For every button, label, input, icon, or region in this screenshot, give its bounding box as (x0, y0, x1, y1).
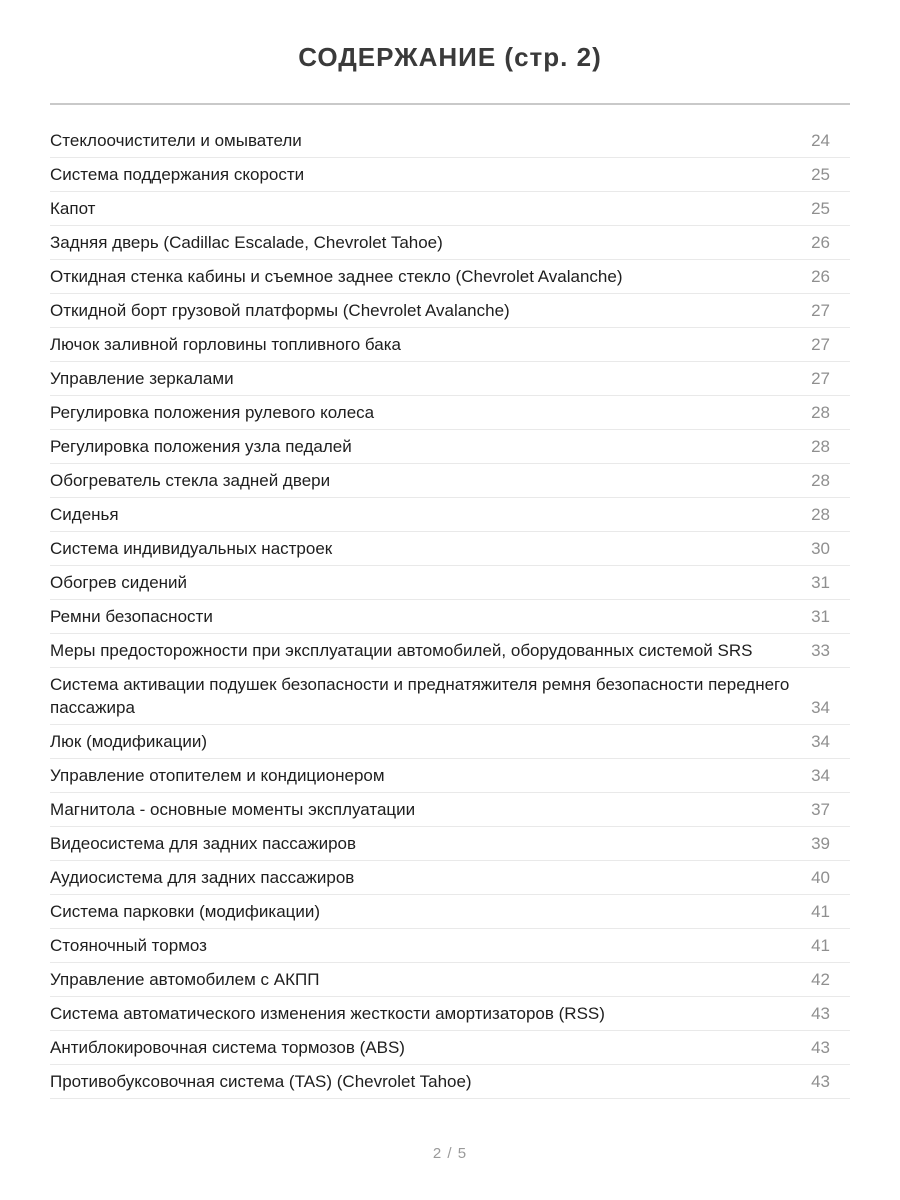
toc-entry-page: 27 (811, 335, 830, 354)
toc-entry-label: Система активации подушек безопасности и преднатяжителя ремня безопасности переднего пассажира (50, 675, 790, 717)
toc-entry-page: 30 (811, 539, 830, 558)
toc-entry-page: 28 (811, 505, 830, 524)
toc-row (50, 430, 850, 464)
toc-entry-page: 26 (811, 233, 830, 252)
toc-row (50, 963, 850, 997)
toc-row (50, 827, 850, 861)
toc-entry-label: Меры предосторожности при эксплуатации автомобилей, оборудованных системой SRS (50, 641, 753, 660)
toc-entry-page: 42 (811, 970, 830, 989)
toc-entry-label: Управление отопителем и кондиционером (50, 766, 385, 785)
toc-row (50, 997, 850, 1031)
toc-row (50, 668, 850, 725)
toc-row (50, 600, 850, 634)
toc-row (50, 362, 850, 396)
toc-entry-page: 24 (811, 131, 830, 150)
toc-entry-page: 28 (811, 403, 830, 422)
toc-entry-label: Система парковки (модификации) (50, 902, 321, 921)
toc-entry-page: 27 (811, 301, 830, 320)
toc-entry-page: 31 (811, 607, 830, 626)
toc-row (50, 328, 850, 362)
toc-entry-page: 34 (811, 732, 830, 751)
toc-entry-label: Регулировка положения рулевого колеса (50, 403, 375, 422)
toc-entry-page: 34 (811, 766, 830, 785)
toc-row (50, 158, 850, 192)
toc-row (50, 1065, 850, 1099)
toc-entry-label: Лючок заливной горловины топливного бака (50, 335, 401, 354)
toc-row (50, 532, 850, 566)
toc-entry-label: Стояночный тормоз (50, 936, 207, 955)
toc-entry-page: 28 (811, 471, 830, 490)
toc-row (50, 634, 850, 668)
toc-row (50, 226, 850, 260)
toc-row (50, 464, 850, 498)
toc-entry-label: Аудиосистема для задних пассажиров (50, 868, 355, 887)
toc-entry-label: Система поддержания скорости (50, 165, 305, 184)
toc-row (50, 396, 850, 430)
toc-entry-label: Откидная стенка кабины и съемное заднее стекло (Chevrolet Avalanche) (50, 267, 623, 286)
toc-entry-page: 25 (811, 165, 830, 184)
toc-entry-label: Управление зеркалами (50, 369, 234, 388)
toc-entry-page: 43 (811, 1038, 830, 1057)
toc-entry-page: 25 (811, 199, 830, 218)
toc-entry-label: Люк (модификации) (50, 732, 208, 751)
toc-entry-page: 26 (811, 267, 830, 286)
toc-row (50, 124, 850, 158)
toc-entry-label: Магнитола - основные моменты эксплуатации (50, 800, 416, 819)
toc-entry-page: 28 (811, 437, 830, 456)
toc-entry-label: Регулировка положения узла педалей (50, 437, 352, 456)
toc-entry-label: Стеклоочистители и омыватели (50, 131, 302, 150)
toc-entry-label: Видеосистема для задних пассажиров (50, 834, 357, 853)
toc-entry-page: 37 (811, 800, 830, 819)
toc-entry-page: 31 (811, 573, 830, 592)
toc-entry-label: Управление автомобилем с АКПП (50, 970, 320, 989)
page-indicator: 2 / 5 (432, 1145, 468, 1162)
toc-row (50, 566, 850, 600)
toc-entry-page: 34 (811, 698, 830, 717)
toc-row (50, 1031, 850, 1065)
toc-row (50, 294, 850, 328)
toc-entry-label: Обогрев сидений (50, 573, 188, 592)
toc-entry-label: Система индивидуальных настроек (50, 539, 333, 558)
toc-row (50, 861, 850, 895)
toc-entry-label: Ремни безопасности (50, 607, 213, 626)
toc-entry-label: Откидной борт грузовой платформы (Chevrolet Avalanche) (50, 301, 510, 320)
toc-entry-page: 43 (811, 1004, 830, 1023)
toc-entry-page: 33 (811, 641, 830, 660)
toc-entry-label: Задняя дверь (Cadillac Escalade, Chevrolet Tahoe) (50, 233, 443, 252)
toc-entry-page: 39 (811, 834, 830, 853)
toc-entry-page: 40 (811, 868, 830, 887)
toc-list (50, 124, 850, 1099)
toc-entry-label: Система автоматического изменения жесткости амортизаторов (RSS) (50, 1004, 605, 1023)
toc-row (50, 895, 850, 929)
toc-entry-label: Антиблокировочная система тормозов (ABS) (50, 1038, 405, 1057)
toc-row (50, 498, 850, 532)
toc-entry-label: Противобуксовочная система (TAS) (Chevrolet Tahoe) (50, 1072, 472, 1091)
toc-entry-page: 41 (811, 936, 830, 955)
toc-row (50, 260, 850, 294)
toc-row (50, 725, 850, 759)
toc-row (50, 793, 850, 827)
page-title: СОДЕРЖАНИЕ (стр. 2) (298, 42, 602, 72)
toc-entry-label: Капот (50, 199, 96, 218)
toc-entry-page: 41 (811, 902, 830, 921)
toc-row (50, 192, 850, 226)
toc-entry-page: 43 (811, 1072, 830, 1091)
title-divider (50, 103, 850, 105)
toc-entry-label: Сиденья (50, 505, 119, 524)
toc-row (50, 929, 850, 963)
toc-entry-label: Обогреватель стекла задней двери (50, 471, 331, 490)
toc-entry-page: 27 (811, 369, 830, 388)
toc-row (50, 759, 850, 793)
